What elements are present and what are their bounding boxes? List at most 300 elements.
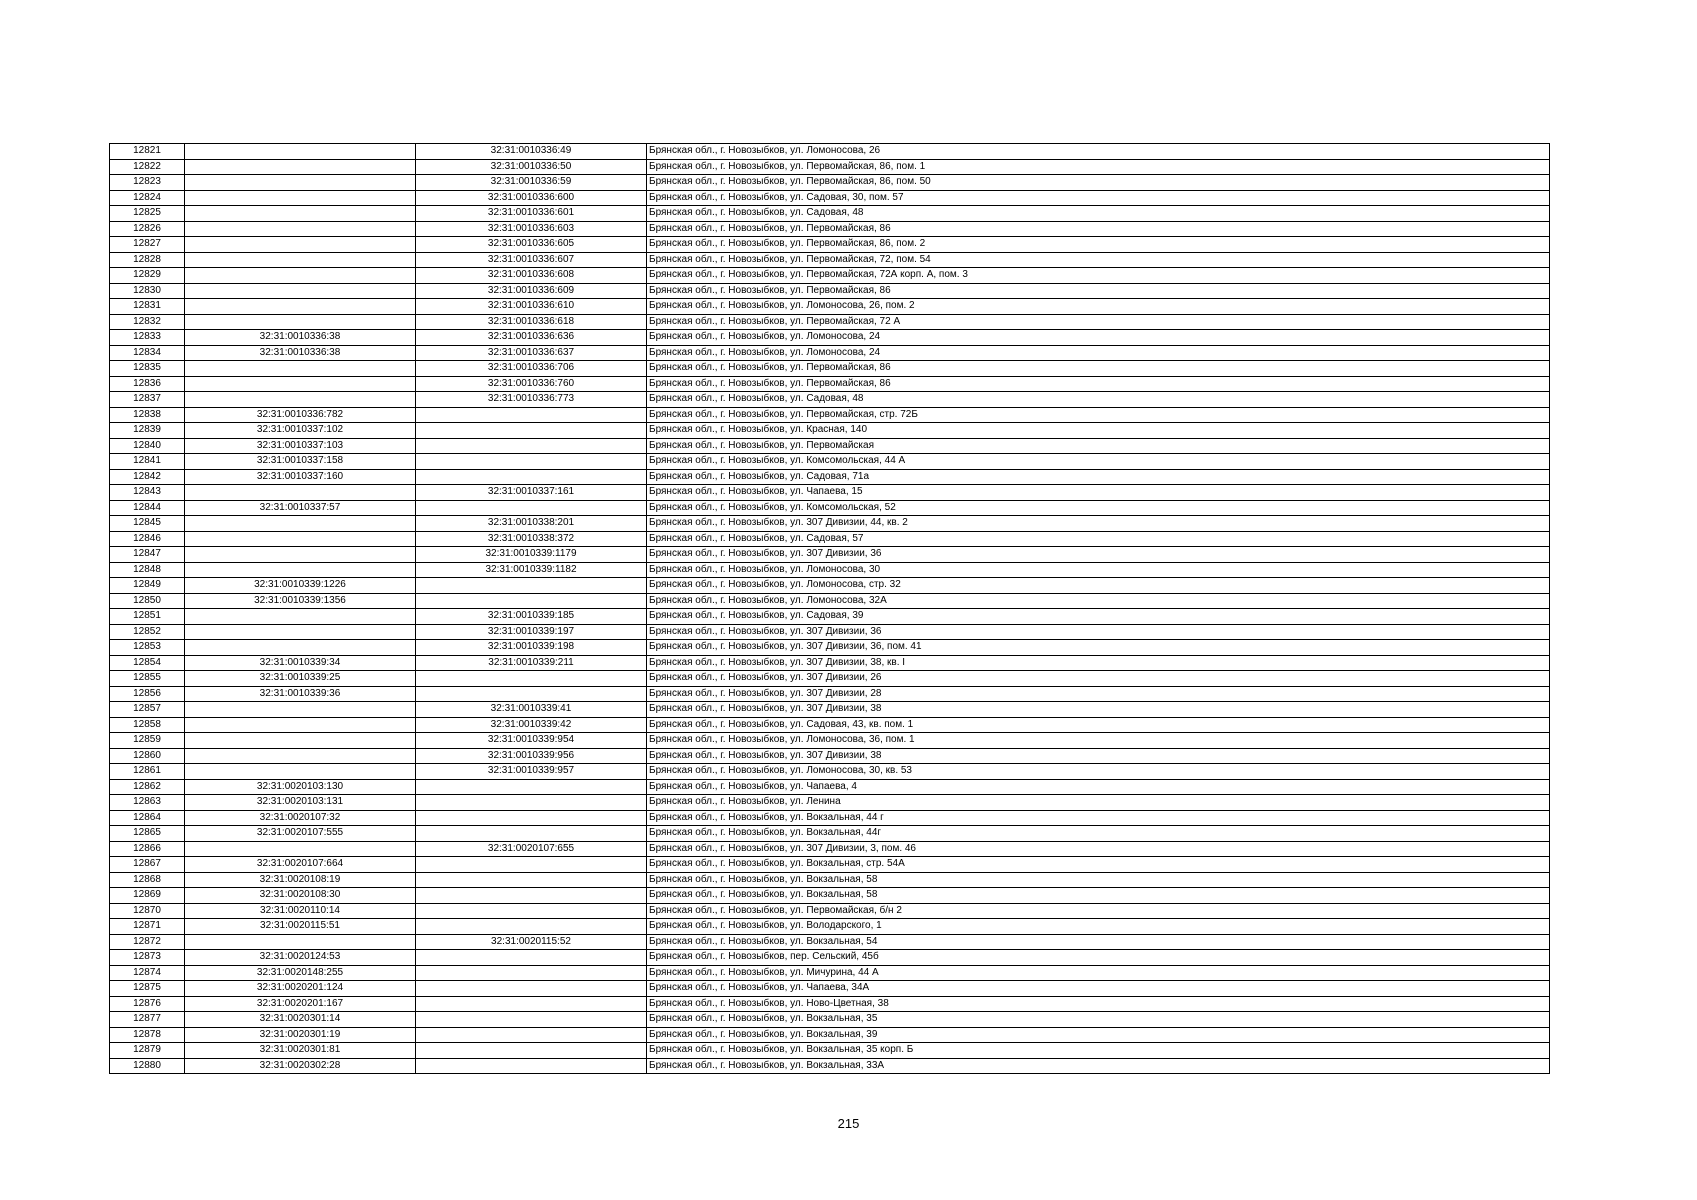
address-cell: Брянская обл., г. Новозыбков, ул. 307 Дивизии, 28 bbox=[647, 686, 1550, 702]
object-number-cell: 32:31:0010336:50 bbox=[416, 159, 647, 175]
row-number-cell: 12858 bbox=[110, 717, 185, 733]
table-row bbox=[110, 454, 1550, 470]
row-number-cell: 12859 bbox=[110, 733, 185, 749]
object-number-cell: 32:31:0010336:609 bbox=[416, 283, 647, 299]
table-row bbox=[110, 190, 1550, 206]
address-cell: Брянская обл., г. Новозыбков, ул. Первомайская, 86 bbox=[647, 376, 1550, 392]
parcel-number-cell bbox=[185, 190, 416, 206]
table-row bbox=[110, 965, 1550, 981]
address-cell: Брянская обл., г. Новозыбков, ул. Ломоносова, 32А bbox=[647, 593, 1550, 609]
parcel-number-cell bbox=[185, 237, 416, 253]
object-number-cell bbox=[416, 872, 647, 888]
address-cell: Брянская обл., г. Новозыбков, ул. Первомайская, 86 bbox=[647, 283, 1550, 299]
parcel-number-cell: 32:31:0020301:81 bbox=[185, 1043, 416, 1059]
address-cell: Брянская обл., г. Новозыбков, ул. Ленина bbox=[647, 795, 1550, 811]
object-number-cell bbox=[416, 888, 647, 904]
parcel-number-cell bbox=[185, 609, 416, 625]
object-number-cell: 32:31:0010337:161 bbox=[416, 485, 647, 501]
table-row bbox=[110, 1012, 1550, 1028]
table-row bbox=[110, 345, 1550, 361]
parcel-number-cell bbox=[185, 144, 416, 160]
parcel-number-cell: 32:31:0020108:19 bbox=[185, 872, 416, 888]
row-number-cell: 12853 bbox=[110, 640, 185, 656]
object-number-cell: 32:31:0010336:760 bbox=[416, 376, 647, 392]
address-cell: Брянская обл., г. Новозыбков, ул. Ломоносова, стр. 32 bbox=[647, 578, 1550, 594]
parcel-number-cell: 32:31:0010337:103 bbox=[185, 438, 416, 454]
object-number-cell: 32:31:0010336:601 bbox=[416, 206, 647, 222]
parcel-number-cell: 32:31:0020110:14 bbox=[185, 903, 416, 919]
table-row bbox=[110, 996, 1550, 1012]
address-cell: Брянская обл., г. Новозыбков, ул. 307 Дивизии, 36, пом. 41 bbox=[647, 640, 1550, 656]
object-number-cell bbox=[416, 469, 647, 485]
address-cell: Брянская обл., г. Новозыбков, ул. Первомайская, 72 А bbox=[647, 314, 1550, 330]
object-number-cell: 32:31:0010336:773 bbox=[416, 392, 647, 408]
object-number-cell bbox=[416, 810, 647, 826]
object-number-cell bbox=[416, 438, 647, 454]
object-number-cell: 32:31:0010336:706 bbox=[416, 361, 647, 377]
object-number-cell bbox=[416, 1012, 647, 1028]
object-number-cell bbox=[416, 593, 647, 609]
address-cell: Брянская обл., г. Новозыбков, ул. 307 Дивизии, 26 bbox=[647, 671, 1550, 687]
address-cell: Брянская обл., г. Новозыбков, ул. Садовая, 43, кв. пом. 1 bbox=[647, 717, 1550, 733]
object-number-cell bbox=[416, 779, 647, 795]
address-cell: Брянская обл., г. Новозыбков, ул. 307 Дивизии, 3, пом. 46 bbox=[647, 841, 1550, 857]
row-number-cell: 12863 bbox=[110, 795, 185, 811]
parcel-number-cell bbox=[185, 268, 416, 284]
address-cell: Брянская обл., г. Новозыбков, ул. Вокзальная, 44 г bbox=[647, 810, 1550, 826]
address-cell: Брянская обл., г. Новозыбков, ул. Первомайская, 86, пом. 1 bbox=[647, 159, 1550, 175]
parcel-number-cell bbox=[185, 376, 416, 392]
address-cell: Брянская обл., г. Новозыбков, ул. Комсомольская, 52 bbox=[647, 500, 1550, 516]
row-number-cell: 12849 bbox=[110, 578, 185, 594]
row-number-cell: 12842 bbox=[110, 469, 185, 485]
object-number-cell: 32:31:0010336:59 bbox=[416, 175, 647, 191]
object-number-cell bbox=[416, 981, 647, 997]
row-number-cell: 12830 bbox=[110, 283, 185, 299]
object-number-cell: 32:31:0010336:608 bbox=[416, 268, 647, 284]
object-number-cell: 32:31:0010336:603 bbox=[416, 221, 647, 237]
parcel-number-cell bbox=[185, 717, 416, 733]
parcel-number-cell: 32:31:0010336:782 bbox=[185, 407, 416, 423]
row-number-cell: 12826 bbox=[110, 221, 185, 237]
row-number-cell: 12864 bbox=[110, 810, 185, 826]
object-number-cell: 32:31:0010338:372 bbox=[416, 531, 647, 547]
address-cell: Брянская обл., г. Новозыбков, ул. Садовая, 57 bbox=[647, 531, 1550, 547]
object-number-cell bbox=[416, 686, 647, 702]
parcel-number-cell: 32:31:0020103:130 bbox=[185, 779, 416, 795]
parcel-number-cell bbox=[185, 392, 416, 408]
row-number-cell: 12846 bbox=[110, 531, 185, 547]
object-number-cell: 32:31:0010339:41 bbox=[416, 702, 647, 718]
address-cell: Брянская обл., г. Новозыбков, ул. Вокзальная, 44г bbox=[647, 826, 1550, 842]
address-cell: Брянская обл., г. Новозыбков, ул. Первомайская, 86 bbox=[647, 361, 1550, 377]
table-row bbox=[110, 159, 1550, 175]
parcel-number-cell: 32:31:0020201:124 bbox=[185, 981, 416, 997]
object-number-cell bbox=[416, 950, 647, 966]
table-row bbox=[110, 438, 1550, 454]
parcel-number-cell: 32:31:0020103:131 bbox=[185, 795, 416, 811]
table-row bbox=[110, 872, 1550, 888]
object-number-cell: 32:31:0010336:49 bbox=[416, 144, 647, 160]
row-number-cell: 12861 bbox=[110, 764, 185, 780]
table-row bbox=[110, 531, 1550, 547]
row-number-cell: 12840 bbox=[110, 438, 185, 454]
address-cell: Брянская обл., г. Новозыбков, ул. Ново-Цветная, 38 bbox=[647, 996, 1550, 1012]
table-row bbox=[110, 485, 1550, 501]
table-row bbox=[110, 733, 1550, 749]
object-number-cell bbox=[416, 903, 647, 919]
address-cell: Брянская обл., г. Новозыбков, ул. Садовая, 71а bbox=[647, 469, 1550, 485]
parcel-number-cell: 32:31:0020107:32 bbox=[185, 810, 416, 826]
address-cell: Брянская обл., г. Новозыбков, ул. Мичурина, 44 А bbox=[647, 965, 1550, 981]
table-row bbox=[110, 423, 1550, 439]
address-cell: Брянская обл., г. Новозыбков, ул. Первомайская, 86, пом. 2 bbox=[647, 237, 1550, 253]
row-number-cell: 12837 bbox=[110, 392, 185, 408]
parcel-number-cell bbox=[185, 764, 416, 780]
table-row bbox=[110, 950, 1550, 966]
table-row bbox=[110, 376, 1550, 392]
parcel-number-cell: 32:31:0020301:14 bbox=[185, 1012, 416, 1028]
parcel-number-cell bbox=[185, 624, 416, 640]
parcel-number-cell: 32:31:0010336:38 bbox=[185, 330, 416, 346]
table-row bbox=[110, 826, 1550, 842]
address-cell: Брянская обл., г. Новозыбков, ул. Ломоносова, 26 bbox=[647, 144, 1550, 160]
row-number-cell: 12828 bbox=[110, 252, 185, 268]
parcel-number-cell: 32:31:0020148:255 bbox=[185, 965, 416, 981]
parcel-number-cell: 32:31:0010337:160 bbox=[185, 469, 416, 485]
object-number-cell: 32:31:0010336:605 bbox=[416, 237, 647, 253]
table-row bbox=[110, 702, 1550, 718]
row-number-cell: 12873 bbox=[110, 950, 185, 966]
table-row bbox=[110, 655, 1550, 671]
object-number-cell bbox=[416, 423, 647, 439]
row-number-cell: 12829 bbox=[110, 268, 185, 284]
row-number-cell: 12869 bbox=[110, 888, 185, 904]
object-number-cell: 32:31:0010339:1182 bbox=[416, 562, 647, 578]
table-row bbox=[110, 407, 1550, 423]
object-number-cell: 32:31:0010336:610 bbox=[416, 299, 647, 315]
row-number-cell: 12838 bbox=[110, 407, 185, 423]
parcel-number-cell bbox=[185, 252, 416, 268]
row-number-cell: 12876 bbox=[110, 996, 185, 1012]
object-number-cell: 32:31:0010339:211 bbox=[416, 655, 647, 671]
object-number-cell bbox=[416, 671, 647, 687]
row-number-cell: 12851 bbox=[110, 609, 185, 625]
address-cell: Брянская обл., г. Новозыбков, ул. Красная, 140 bbox=[647, 423, 1550, 439]
row-number-cell: 12834 bbox=[110, 345, 185, 361]
parcel-number-cell: 32:31:0010336:38 bbox=[185, 345, 416, 361]
object-number-cell: 32:31:0020107:655 bbox=[416, 841, 647, 857]
object-number-cell bbox=[416, 500, 647, 516]
registry-table-container bbox=[109, 143, 1550, 1074]
object-number-cell bbox=[416, 826, 647, 842]
row-number-cell: 12870 bbox=[110, 903, 185, 919]
row-number-cell: 12845 bbox=[110, 516, 185, 532]
address-cell: Брянская обл., г. Новозыбков, ул. Чапаева, 34А bbox=[647, 981, 1550, 997]
parcel-number-cell: 32:31:0010337:158 bbox=[185, 454, 416, 470]
address-cell: Брянская обл., г. Новозыбков, ул. Ломоносова, 30, кв. 53 bbox=[647, 764, 1550, 780]
row-number-cell: 12854 bbox=[110, 655, 185, 671]
table-row bbox=[110, 547, 1550, 563]
table-row bbox=[110, 330, 1550, 346]
address-cell: Брянская обл., г. Новозыбков, ул. Первомайская, б/н 2 bbox=[647, 903, 1550, 919]
object-number-cell: 32:31:0010339:954 bbox=[416, 733, 647, 749]
table-row bbox=[110, 748, 1550, 764]
row-number-cell: 12880 bbox=[110, 1058, 185, 1074]
table-row bbox=[110, 361, 1550, 377]
row-number-cell: 12823 bbox=[110, 175, 185, 191]
page-number: 215 bbox=[837, 1116, 860, 1131]
object-number-cell: 32:31:0010339:185 bbox=[416, 609, 647, 625]
table-row bbox=[110, 252, 1550, 268]
parcel-number-cell bbox=[185, 299, 416, 315]
table-row bbox=[110, 500, 1550, 516]
object-number-cell: 32:31:0010339:956 bbox=[416, 748, 647, 764]
object-number-cell: 32:31:0020115:52 bbox=[416, 934, 647, 950]
address-cell: Брянская обл., г. Новозыбков, ул. Володарского, 1 bbox=[647, 919, 1550, 935]
table-row bbox=[110, 981, 1550, 997]
row-number-cell: 12835 bbox=[110, 361, 185, 377]
table-row bbox=[110, 934, 1550, 950]
row-number-cell: 12824 bbox=[110, 190, 185, 206]
table-row bbox=[110, 624, 1550, 640]
table-row bbox=[110, 1027, 1550, 1043]
address-cell: Брянская обл., г. Новозыбков, ул. Вокзальная, 58 bbox=[647, 888, 1550, 904]
row-number-cell: 12844 bbox=[110, 500, 185, 516]
row-number-cell: 12877 bbox=[110, 1012, 185, 1028]
row-number-cell: 12867 bbox=[110, 857, 185, 873]
row-number-cell: 12872 bbox=[110, 934, 185, 950]
parcel-number-cell: 32:31:0020108:30 bbox=[185, 888, 416, 904]
address-cell: Брянская обл., г. Новозыбков, ул. Ломоносова, 36, пом. 1 bbox=[647, 733, 1550, 749]
object-number-cell bbox=[416, 578, 647, 594]
parcel-number-cell bbox=[185, 175, 416, 191]
row-number-cell: 12833 bbox=[110, 330, 185, 346]
parcel-number-cell bbox=[185, 159, 416, 175]
table-row bbox=[110, 283, 1550, 299]
address-cell: Брянская обл., г. Новозыбков, ул. Садовая, 30, пом. 57 bbox=[647, 190, 1550, 206]
row-number-cell: 12862 bbox=[110, 779, 185, 795]
parcel-number-cell: 32:31:0010337:57 bbox=[185, 500, 416, 516]
row-number-cell: 12850 bbox=[110, 593, 185, 609]
address-cell: Брянская обл., г. Новозыбков, ул. Ломоносова, 24 bbox=[647, 330, 1550, 346]
row-number-cell: 12821 bbox=[110, 144, 185, 160]
address-cell: Брянская обл., г. Новозыбков, ул. Ломоносова, 24 bbox=[647, 345, 1550, 361]
object-number-cell bbox=[416, 996, 647, 1012]
address-cell: Брянская обл., г. Новозыбков, ул. Вокзальная, 54 bbox=[647, 934, 1550, 950]
row-number-cell: 12836 bbox=[110, 376, 185, 392]
address-cell: Брянская обл., г. Новозыбков, ул. 307 Дивизии, 38, кв. I bbox=[647, 655, 1550, 671]
parcel-number-cell bbox=[185, 547, 416, 563]
table-row bbox=[110, 903, 1550, 919]
table-row bbox=[110, 640, 1550, 656]
address-cell: Брянская обл., г. Новозыбков, ул. Садовая, 39 bbox=[647, 609, 1550, 625]
table-row bbox=[110, 810, 1550, 826]
table-row bbox=[110, 237, 1550, 253]
address-cell: Брянская обл., г. Новозыбков, ул. Первомайская, стр. 72Б bbox=[647, 407, 1550, 423]
row-number-cell: 12831 bbox=[110, 299, 185, 315]
parcel-number-cell: 32:31:0010339:34 bbox=[185, 655, 416, 671]
parcel-number-cell: 32:31:0020107:555 bbox=[185, 826, 416, 842]
object-number-cell: 32:31:0010339:42 bbox=[416, 717, 647, 733]
table-row bbox=[110, 144, 1550, 160]
parcel-number-cell bbox=[185, 485, 416, 501]
object-number-cell: 32:31:0010336:637 bbox=[416, 345, 647, 361]
parcel-number-cell bbox=[185, 934, 416, 950]
address-cell: Брянская обл., г. Новозыбков, ул. Первомайская bbox=[647, 438, 1550, 454]
row-number-cell: 12857 bbox=[110, 702, 185, 718]
parcel-number-cell bbox=[185, 314, 416, 330]
row-number-cell: 12839 bbox=[110, 423, 185, 439]
parcel-number-cell: 32:31:0020124:53 bbox=[185, 950, 416, 966]
address-cell: Брянская обл., г. Новозыбков, ул. Первомайская, 72, пом. 54 bbox=[647, 252, 1550, 268]
parcel-number-cell bbox=[185, 562, 416, 578]
object-number-cell: 32:31:0010338:201 bbox=[416, 516, 647, 532]
row-number-cell: 12865 bbox=[110, 826, 185, 842]
object-number-cell bbox=[416, 919, 647, 935]
row-number-cell: 12879 bbox=[110, 1043, 185, 1059]
address-cell: Брянская обл., г. Новозыбков, ул. Чапаева, 15 bbox=[647, 485, 1550, 501]
parcel-number-cell: 32:31:0020115:51 bbox=[185, 919, 416, 935]
object-number-cell: 32:31:0010336:636 bbox=[416, 330, 647, 346]
object-number-cell bbox=[416, 1058, 647, 1074]
object-number-cell: 32:31:0010336:618 bbox=[416, 314, 647, 330]
parcel-number-cell: 32:31:0020302:28 bbox=[185, 1058, 416, 1074]
row-number-cell: 12871 bbox=[110, 919, 185, 935]
table-row bbox=[110, 686, 1550, 702]
address-cell: Брянская обл., г. Новозыбков, ул. Первомайская, 86, пом. 50 bbox=[647, 175, 1550, 191]
table-row bbox=[110, 888, 1550, 904]
table-row bbox=[110, 1058, 1550, 1074]
table-row bbox=[110, 841, 1550, 857]
table-row bbox=[110, 857, 1550, 873]
parcel-number-cell: 32:31:0010339:36 bbox=[185, 686, 416, 702]
table-row bbox=[110, 392, 1550, 408]
row-number-cell: 12868 bbox=[110, 872, 185, 888]
address-cell: Брянская обл., г. Новозыбков, ул. 307 Дивизии, 38 bbox=[647, 702, 1550, 718]
registry-table bbox=[109, 143, 1550, 1074]
address-cell: Брянская обл., г. Новозыбков, ул. Комсомольская, 44 А bbox=[647, 454, 1550, 470]
address-cell: Брянская обл., г. Новозыбков, ул. Первомайская, 72А корп. А, пом. 3 bbox=[647, 268, 1550, 284]
row-number-cell: 12852 bbox=[110, 624, 185, 640]
parcel-number-cell bbox=[185, 516, 416, 532]
object-number-cell: 32:31:0010339:197 bbox=[416, 624, 647, 640]
object-number-cell bbox=[416, 965, 647, 981]
address-cell: Брянская обл., г. Новозыбков, пер. Сельский, 45б bbox=[647, 950, 1550, 966]
address-cell: Брянская обл., г. Новозыбков, ул. Первомайская, 86 bbox=[647, 221, 1550, 237]
row-number-cell: 12874 bbox=[110, 965, 185, 981]
row-number-cell: 12866 bbox=[110, 841, 185, 857]
object-number-cell bbox=[416, 1027, 647, 1043]
table-row bbox=[110, 717, 1550, 733]
table-row bbox=[110, 206, 1550, 222]
table-row bbox=[110, 221, 1550, 237]
address-cell: Брянская обл., г. Новозыбков, ул. Чапаева, 4 bbox=[647, 779, 1550, 795]
table-row bbox=[110, 578, 1550, 594]
parcel-number-cell: 32:31:0020107:664 bbox=[185, 857, 416, 873]
table-row bbox=[110, 314, 1550, 330]
row-number-cell: 12848 bbox=[110, 562, 185, 578]
table-row bbox=[110, 919, 1550, 935]
row-number-cell: 12825 bbox=[110, 206, 185, 222]
address-cell: Брянская обл., г. Новозыбков, ул. 307 Дивизии, 36 bbox=[647, 624, 1550, 640]
address-cell: Брянская обл., г. Новозыбков, ул. Вокзальная, стр. 54А bbox=[647, 857, 1550, 873]
row-number-cell: 12875 bbox=[110, 981, 185, 997]
table-row bbox=[110, 795, 1550, 811]
object-number-cell: 32:31:0010336:600 bbox=[416, 190, 647, 206]
table-row bbox=[110, 671, 1550, 687]
object-number-cell: 32:31:0010336:607 bbox=[416, 252, 647, 268]
parcel-number-cell bbox=[185, 748, 416, 764]
parcel-number-cell: 32:31:0020301:19 bbox=[185, 1027, 416, 1043]
table-row bbox=[110, 516, 1550, 532]
object-number-cell bbox=[416, 1043, 647, 1059]
row-number-cell: 12822 bbox=[110, 159, 185, 175]
address-cell: Брянская обл., г. Новозыбков, ул. Вокзальная, 39 bbox=[647, 1027, 1550, 1043]
object-number-cell: 32:31:0010339:1179 bbox=[416, 547, 647, 563]
row-number-cell: 12841 bbox=[110, 454, 185, 470]
parcel-number-cell: 32:31:0010339:1226 bbox=[185, 578, 416, 594]
parcel-number-cell bbox=[185, 640, 416, 656]
parcel-number-cell: 32:31:0010339:1356 bbox=[185, 593, 416, 609]
table-row bbox=[110, 609, 1550, 625]
registry-table-body bbox=[110, 144, 1550, 1074]
parcel-number-cell bbox=[185, 221, 416, 237]
table-row bbox=[110, 593, 1550, 609]
parcel-number-cell: 32:31:0010337:102 bbox=[185, 423, 416, 439]
object-number-cell bbox=[416, 795, 647, 811]
object-number-cell: 32:31:0010339:198 bbox=[416, 640, 647, 656]
row-number-cell: 12856 bbox=[110, 686, 185, 702]
table-row bbox=[110, 469, 1550, 485]
table-row bbox=[110, 1043, 1550, 1059]
parcel-number-cell bbox=[185, 283, 416, 299]
address-cell: Брянская обл., г. Новозыбков, ул. 307 Дивизии, 44, кв. 2 bbox=[647, 516, 1550, 532]
row-number-cell: 12847 bbox=[110, 547, 185, 563]
object-number-cell bbox=[416, 857, 647, 873]
parcel-number-cell bbox=[185, 733, 416, 749]
address-cell: Брянская обл., г. Новозыбков, ул. Вокзальная, 35 корп. Б bbox=[647, 1043, 1550, 1059]
table-row bbox=[110, 779, 1550, 795]
object-number-cell: 32:31:0010339:957 bbox=[416, 764, 647, 780]
table-row bbox=[110, 562, 1550, 578]
row-number-cell: 12832 bbox=[110, 314, 185, 330]
parcel-number-cell bbox=[185, 206, 416, 222]
parcel-number-cell bbox=[185, 841, 416, 857]
address-cell: Брянская обл., г. Новозыбков, ул. Садовая, 48 bbox=[647, 206, 1550, 222]
row-number-cell: 12843 bbox=[110, 485, 185, 501]
object-number-cell bbox=[416, 454, 647, 470]
table-row bbox=[110, 299, 1550, 315]
parcel-number-cell bbox=[185, 361, 416, 377]
parcel-number-cell: 32:31:0010339:25 bbox=[185, 671, 416, 687]
table-row bbox=[110, 175, 1550, 191]
row-number-cell: 12855 bbox=[110, 671, 185, 687]
row-number-cell: 12878 bbox=[110, 1027, 185, 1043]
address-cell: Брянская обл., г. Новозыбков, ул. Вокзальная, 33А bbox=[647, 1058, 1550, 1074]
address-cell: Брянская обл., г. Новозыбков, ул. Вокзальная, 35 bbox=[647, 1012, 1550, 1028]
address-cell: Брянская обл., г. Новозыбков, ул. Вокзальная, 58 bbox=[647, 872, 1550, 888]
table-row bbox=[110, 268, 1550, 284]
table-row bbox=[110, 764, 1550, 780]
row-number-cell: 12860 bbox=[110, 748, 185, 764]
address-cell: Брянская обл., г. Новозыбков, ул. Ломоносова, 30 bbox=[647, 562, 1550, 578]
address-cell: Брянская обл., г. Новозыбков, ул. 307 Дивизии, 36 bbox=[647, 547, 1550, 563]
parcel-number-cell bbox=[185, 702, 416, 718]
address-cell: Брянская обл., г. Новозыбков, ул. Ломоносова, 26, пом. 2 bbox=[647, 299, 1550, 315]
address-cell: Брянская обл., г. Новозыбков, ул. 307 Дивизии, 38 bbox=[647, 748, 1550, 764]
parcel-number-cell bbox=[185, 531, 416, 547]
